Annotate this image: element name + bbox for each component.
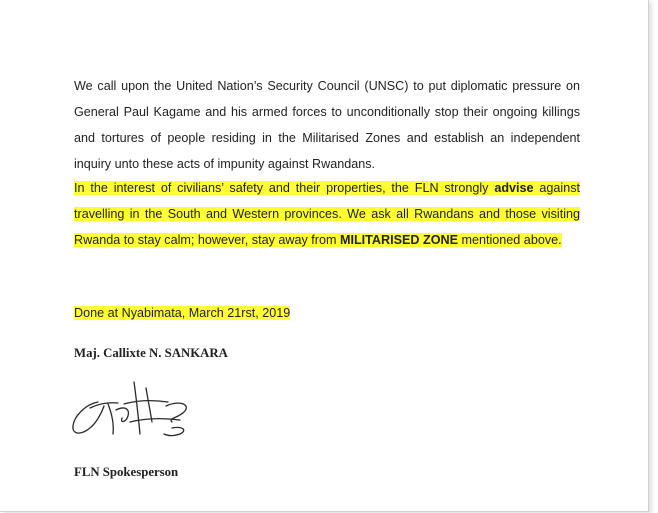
signatory-role: FLN Spokesperson	[74, 465, 179, 479]
done-at-text: Done at Nyabimata, March 21rst, 2019	[74, 306, 291, 320]
advisory-text-part-2: against travelling in the South and Western provinces. We ask all Rwandans and those visiting Rwanda to stay calm; however, stay away from	[74, 181, 580, 247]
handwritten-signature-icon	[68, 378, 198, 444]
statement-paragraph-travel-advisory	[74, 175, 580, 253]
done-at-line	[74, 300, 290, 326]
statement-paragraph-un-appeal: We call upon the United Nation’s Security Council (UNSC) to put diplomatic pressure on General Paul Kagame and his armed forces to unconditionally stop their ongoing killings and tortures of people residing in the Militarised Zones and establish an independent inquiry unto these acts of impunity against Rwandans.	[74, 79, 580, 171]
highlighted-advisory-text	[74, 181, 580, 247]
advisory-bold-advise: advise	[494, 181, 534, 195]
signatory-name: Maj. Callixte N. SANKARA	[74, 346, 228, 360]
advisory-text-part-3: mentioned above.	[458, 233, 562, 247]
advisory-text-part-1: In the interest of civilians’ safety and their properties, the FLN strongly	[74, 181, 495, 195]
advisory-bold-militarised-zone: MILITARISED ZONE	[339, 233, 458, 247]
